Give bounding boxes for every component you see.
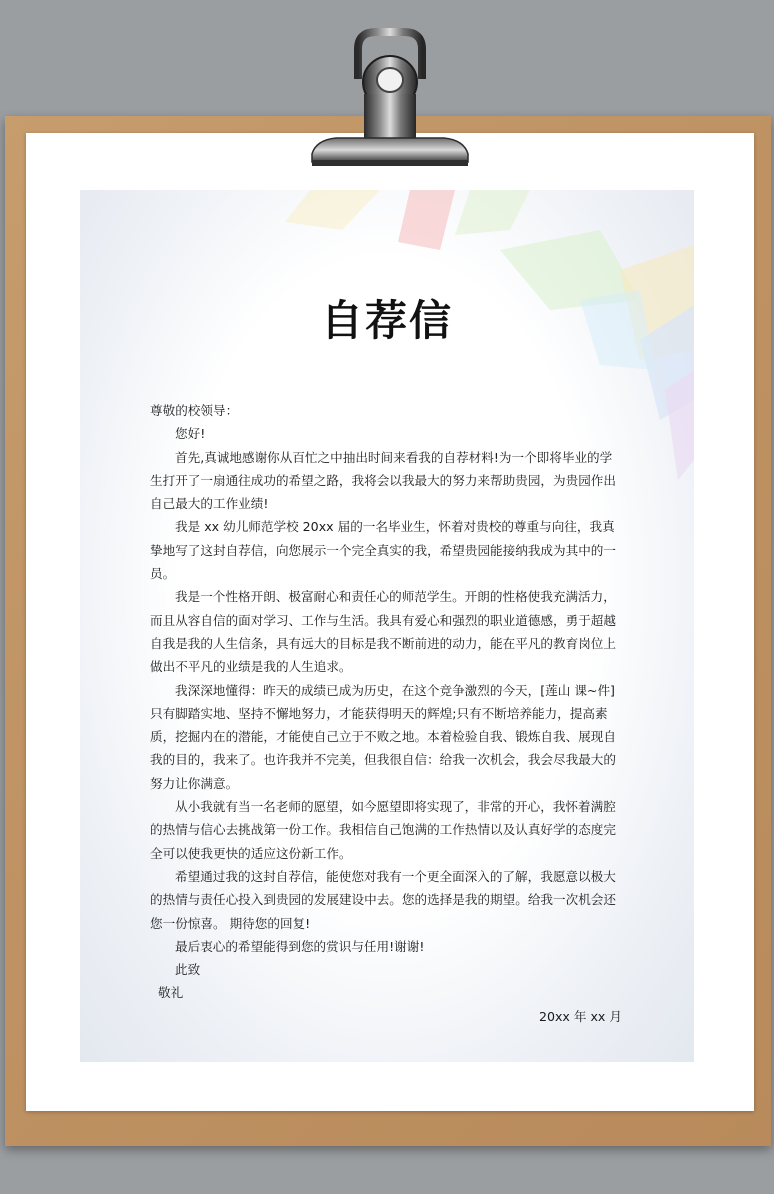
regards: 敬礼 [158,985,184,1001]
binder-clip-icon [306,24,476,174]
letter-paragraph: 我深深地懂得：昨天的成绩已成为历史，在这个竞争激烈的今天，[莲山 课~件]只有脚踏实地、坚持不懈地努力，才能获得明天的辉煌;只有不断培养能力，提高素质，挖掘内在的潜能，才能使自己立于不败之地。本着检验自我、锻炼自我、展现自我的目的，我来了。也许我并不完美，但我很自信：给我一次机会，我会尽我最大的努力让你满意。 [150,682,616,791]
salutation: 尊敬的校领导： [150,403,239,418]
letter-paragraph: 我是一个性格开朗、极富耐心和责任心的师范学生。开朗的性格使我充满活力，而且从容自信的面对学习、工作与生活。我具有爱心和强烈的职业道德感，勇于超越自我是我的人生信条，具有远大的目标是我不断前进的动力，能在平凡的教育岗位上做出不平凡的业绩是我的人生追求。 [150,589,616,675]
letter-body [150,399,624,1028]
letter-paragraph: 希望通过我的这封自荐信，能使您对我有一个更全面深入的了解，我愿意以极大的热情与责任心投入到贵园的发展建设中去。您的选择是我的期望。给我一次机会还您一份惊喜。 期待您的回复! [150,868,616,931]
page-title: 自荐信 [320,296,453,345]
greeting: 您好! [175,426,206,442]
letter-paragraph: 从小我就有当一名老师的愿望，如今愿望即将实现了，非常的开心，我怀着满腔的热情与信心去挑战第一份工作。我相信自己饱满的工作热情以及认真好学的态度完全可以使我更快的适应这份新工作。 [150,799,616,861]
letter-paragraph: 最后衷心的希望能得到您的赏识与任用!谢谢! [175,938,425,954]
letter-paragraph: 我是 xx 幼儿师范学校 20xx 届的一名毕业生，怀着对贵校的尊重与向往，我真挚地写了这封自荐信，向您展示一个完全真实的我，希望贵园能接纳我成为其中的一员。 [150,519,616,582]
letter-date: 20xx 年 xx 月 [538,1008,622,1024]
letter-paragraph: 首先,真诚地感谢你从百忙之中抽出时间来看我的自荐材料!为一个即将毕业的学生打开了一扇通往成功的希望之路，我将会以我最大的努力来帮助贵园，为贵园作出自己最大的工作业绩! [150,449,616,512]
closing: 此致 [175,962,201,978]
